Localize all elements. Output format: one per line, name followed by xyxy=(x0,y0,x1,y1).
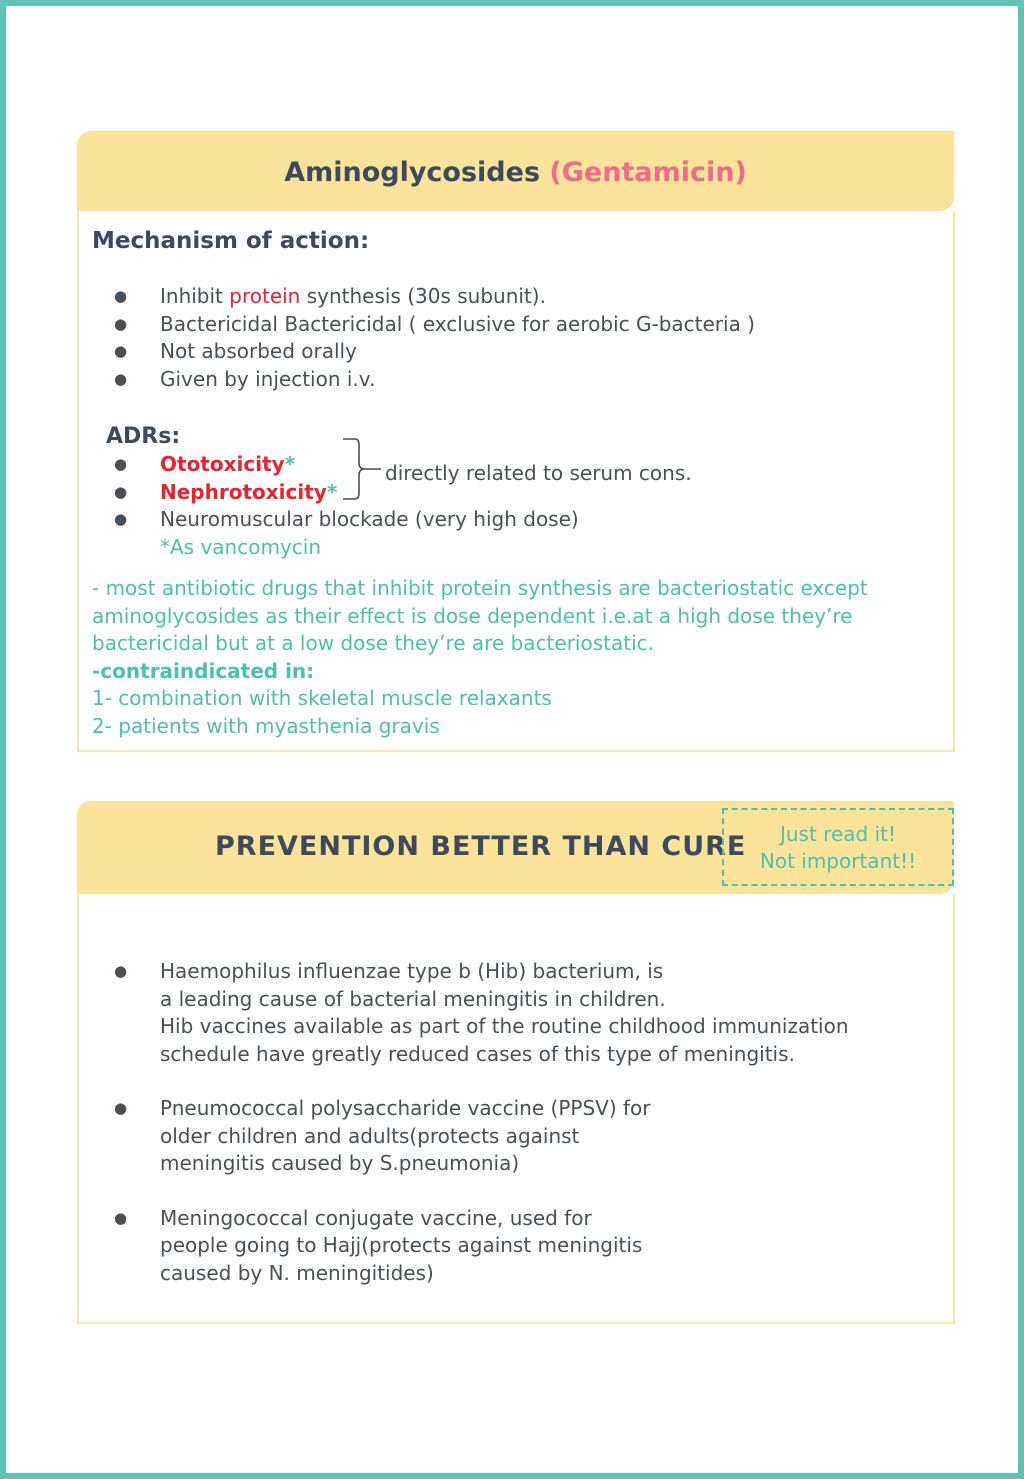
title-main: Aminoglycosides xyxy=(284,157,541,188)
list-item: ● Inhibit protein synthesis (30s subunit). xyxy=(114,284,546,308)
list-item: ● Neuromuscular blockade (very high dose) xyxy=(114,507,579,531)
list-item: *As vancomycin xyxy=(160,534,322,559)
not-important-badge: Just read it! Not important!! xyxy=(722,808,954,886)
list-item: ● Haemophilus influenzae type b (Hib) bacterium, is a leading cause of bacterial meningitis in children. Hib vaccines available as part of the routine childhood immunization schedule have greatly reduced cases of this type of meningitis. xyxy=(114,959,849,1066)
list-item: ● Ototoxicity* xyxy=(114,452,296,476)
title-paren: (Gentamicin) xyxy=(549,157,747,188)
list-item: ● Pneumococcal polysaccharide vaccine (PPSV) for older children and adults(protects against meningitis caused by S.pneumonia) xyxy=(114,1096,651,1175)
aminoglycosides-body xyxy=(77,211,955,752)
list-item: ● Bactericidal Bactericidal ( exclusive for aerobic G-bacteria ) xyxy=(114,311,755,336)
adrs-heading: ADRs: xyxy=(106,424,181,449)
mechanism-heading: Mechanism of action: xyxy=(92,228,370,254)
prevention-title: PREVENTION BETTER THAN CURE xyxy=(215,831,747,862)
mechanism-list xyxy=(114,283,755,393)
section-title xyxy=(77,157,954,188)
brace-icon xyxy=(341,437,381,501)
list-item: ● Meningococcal conjugate vaccine, used for people going to Hajj(protects against meningitis caused by N. meningitides) xyxy=(114,1205,643,1285)
prevention-body xyxy=(77,894,955,1324)
prevention-list xyxy=(114,958,849,1287)
list-item: ● Not absorbed orally xyxy=(114,339,357,363)
antibiotic-note: - most antibiotic drugs that inhibit protein synthesis are bacteriostatic except aminoglycosides as their effect is dose dependent i.e.at a high dose they’re bactericidal but at a low dose they’re are bacteriostatic. -contraindicated in: 1- combination with skeletal muscle relaxants 2- patients with myasthenia gravis xyxy=(92,576,868,738)
list-item: ● Nephrotoxicity* xyxy=(114,479,338,504)
brace-note: directly related to serum cons. xyxy=(385,461,692,485)
aminoglycosides-header xyxy=(77,131,954,211)
list-item: ● Given by injection i.v. xyxy=(114,366,376,391)
contraindicated-heading: -contraindicated in: xyxy=(92,658,315,683)
prevention-header xyxy=(77,801,954,894)
